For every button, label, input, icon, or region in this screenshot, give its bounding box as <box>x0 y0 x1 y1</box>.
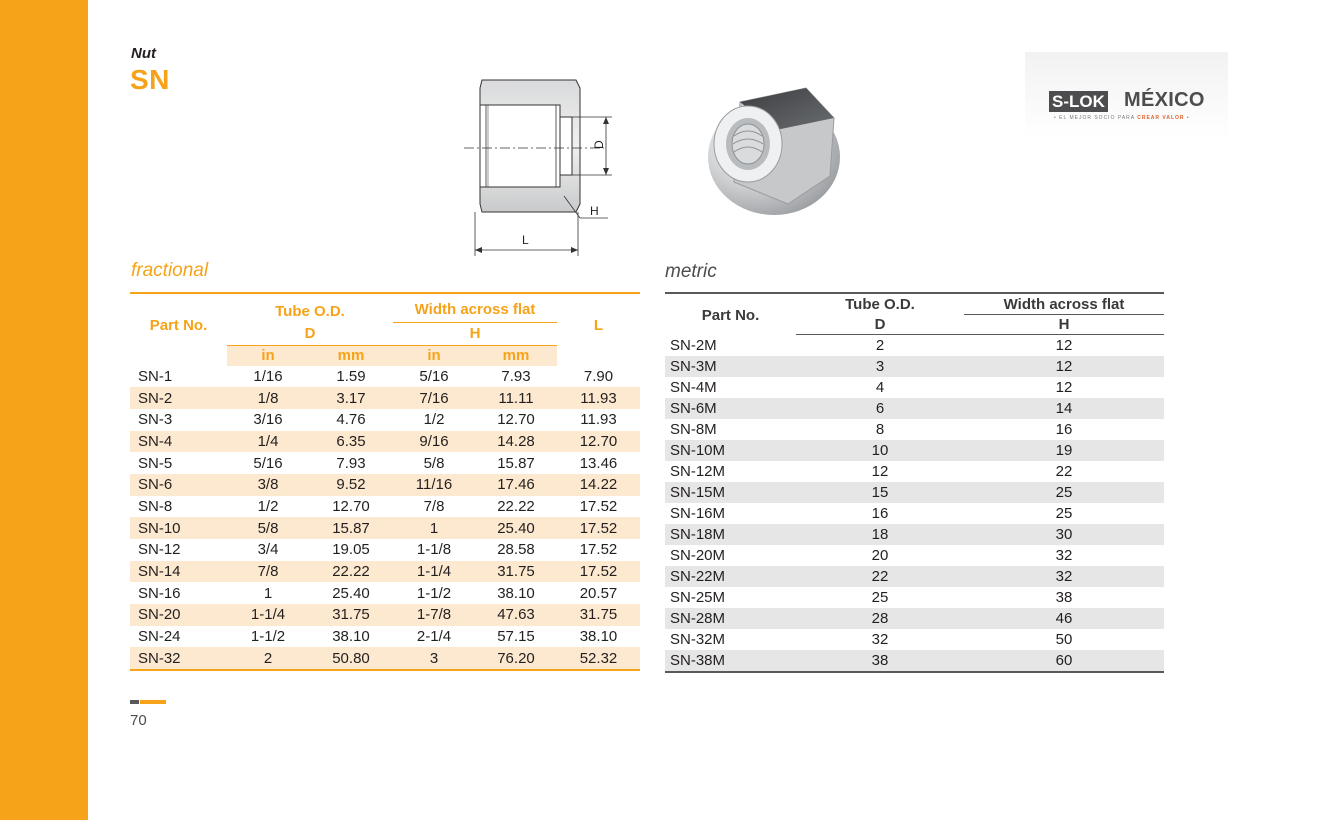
metric-section-label: metric <box>665 261 717 282</box>
table-cell: 1/2 <box>257 497 279 515</box>
table-cell: SN-12 <box>138 541 181 559</box>
table-cell: 14.22 <box>557 474 640 496</box>
table-row <box>665 440 1164 461</box>
unit-spacer <box>557 345 640 366</box>
table-row <box>665 608 1164 629</box>
table-cell: 1-1/4 <box>393 561 475 583</box>
table-cell: 31.75 <box>557 604 640 626</box>
table-cell: SN-3 <box>138 411 173 429</box>
metric-table <box>665 292 1164 673</box>
table-cell: 1-1/4 <box>227 604 309 626</box>
table-cell: 11.11 <box>475 387 557 409</box>
table-cell: SN-2M <box>670 336 717 354</box>
fractional-table <box>130 292 640 671</box>
table-cell: 15 <box>796 482 964 503</box>
table-cell: SN-6 <box>130 474 227 496</box>
table-cell: 1 <box>263 584 273 602</box>
table-cell: 4 <box>875 379 885 396</box>
table-cell: 60 <box>964 650 1164 672</box>
table-cell: 7/16 <box>393 387 475 409</box>
col-tube-od: Tube O.D. <box>227 293 393 322</box>
table-cell: SN-1 <box>138 367 173 385</box>
table-cell: 3 <box>393 647 475 670</box>
table-cell: 19.05 <box>332 541 370 559</box>
table-row <box>130 387 640 409</box>
table-row <box>665 587 1164 608</box>
nut-cross-section-diagram <box>458 72 618 262</box>
fractional-section-label: fractional <box>131 260 209 281</box>
table-cell: 1-7/8 <box>393 604 475 626</box>
table-cell: 46 <box>964 608 1164 629</box>
unit-mm: mm <box>475 345 557 366</box>
table-cell: 1-1/2 <box>416 584 452 602</box>
table-cell: 14.28 <box>475 431 557 453</box>
table-row <box>665 629 1164 650</box>
table-row <box>665 419 1164 440</box>
table-cell: 15.87 <box>497 454 535 472</box>
table-cell: SN-8M <box>670 421 717 438</box>
table-row <box>130 366 640 388</box>
table-cell: SN-4M <box>670 379 717 396</box>
table-cell: 31.75 <box>309 604 393 626</box>
table-cell: 12.70 <box>557 431 640 453</box>
table-row <box>130 496 640 518</box>
table-cell: 7.90 <box>583 367 614 385</box>
dimension-label-l: L <box>522 233 529 247</box>
table-cell: SN-28M <box>665 608 796 629</box>
table-row <box>665 335 1164 357</box>
col-tube-od-symbol: D <box>227 322 393 345</box>
product-title: SN <box>130 64 170 95</box>
table-cell: 1/16 <box>253 367 283 385</box>
table-cell: 11.93 <box>557 387 640 409</box>
table-cell: 38 <box>796 650 964 672</box>
table-cell: 11.93 <box>580 411 617 429</box>
table-cell: 16 <box>871 505 889 522</box>
table-row <box>665 503 1164 524</box>
table-cell: 12 <box>964 356 1164 377</box>
table-cell: 17.52 <box>579 541 618 559</box>
table-cell: 38.10 <box>497 584 535 602</box>
table-row <box>665 482 1164 503</box>
dimension-label-h: H <box>590 204 599 218</box>
table-row <box>130 452 640 474</box>
table-cell: 17.52 <box>579 497 618 515</box>
table-cell: 4.76 <box>336 411 366 429</box>
table-cell: 1/4 <box>227 431 309 453</box>
table-row <box>130 539 640 561</box>
table-cell: 17.52 <box>557 561 640 583</box>
table-cell: 6 <box>796 398 964 419</box>
table-cell: 1/8 <box>227 387 309 409</box>
table-cell: 50.80 <box>309 647 393 670</box>
table-cell: 5/16 <box>253 454 283 472</box>
table-cell: SN-32M <box>670 631 726 648</box>
table-row <box>130 626 640 648</box>
table-cell: 6.35 <box>309 431 393 453</box>
table-cell: 38.10 <box>579 628 618 646</box>
logo-wordmark: MÉXICO <box>1124 89 1205 111</box>
table-row <box>665 356 1164 377</box>
table-row <box>130 561 640 583</box>
table-cell: 3.17 <box>309 387 393 409</box>
table-cell: 17.46 <box>475 474 557 496</box>
table-cell: SN-16M <box>670 505 726 522</box>
unit-in: in <box>393 345 475 366</box>
table-cell: 1 <box>393 517 475 539</box>
table-cell: SN-20 <box>130 604 227 626</box>
table-cell: 7/8 <box>423 497 445 515</box>
table-row <box>665 650 1164 672</box>
table-row <box>665 461 1164 482</box>
table-cell: 28.58 <box>497 541 535 559</box>
table-row <box>130 431 640 453</box>
table-cell: 12.70 <box>332 497 370 515</box>
table-cell: 25.40 <box>332 584 370 602</box>
table-cell: 20 <box>871 547 889 564</box>
table-cell: 12.70 <box>497 411 535 429</box>
table-cell: 18 <box>796 524 964 545</box>
fractional-table-body <box>130 366 640 671</box>
table-cell: 1.59 <box>336 367 366 385</box>
table-row <box>130 474 640 496</box>
table-cell: 9/16 <box>393 431 475 453</box>
col-tube-od-symbol: D <box>796 315 964 335</box>
table-cell: 25 <box>964 482 1164 503</box>
table-cell: SN-5 <box>138 454 173 472</box>
product-subtitle: Nut <box>131 45 156 62</box>
table-cell: 38.10 <box>332 628 370 646</box>
unit-spacer <box>130 345 227 366</box>
table-cell: 11/16 <box>393 474 475 496</box>
table-cell: SN-3M <box>665 356 796 377</box>
col-width-flat: Width across flat <box>393 293 557 322</box>
table-cell: SN-2 <box>130 387 227 409</box>
table-cell: 15.87 <box>309 517 393 539</box>
dimension-label-d: D <box>592 140 606 149</box>
table-cell: 19 <box>964 440 1164 461</box>
table-cell: 3/16 <box>253 411 283 429</box>
table-cell: 22.22 <box>309 561 393 583</box>
col-part-no: Part No. <box>665 293 796 335</box>
table-row <box>130 604 640 626</box>
table-cell: 76.20 <box>475 647 557 670</box>
table-cell: 22.22 <box>497 497 535 515</box>
unit-in: in <box>227 345 309 366</box>
table-cell: 5/8 <box>423 454 445 472</box>
page-marker <box>130 700 166 704</box>
table-cell: SN-32 <box>130 647 227 670</box>
table-cell: 25.40 <box>475 517 557 539</box>
table-cell: SN-12M <box>670 463 726 480</box>
table-cell: SN-16 <box>138 584 181 602</box>
table-cell: SN-38M <box>665 650 796 672</box>
table-cell: SN-18M <box>665 524 796 545</box>
table-cell: 3/4 <box>257 541 279 559</box>
table-cell: 12 <box>1055 337 1073 354</box>
table-cell: 10 <box>796 440 964 461</box>
table-cell: 32 <box>964 566 1164 587</box>
table-cell: 28 <box>796 608 964 629</box>
table-cell: 13.46 <box>579 454 618 472</box>
table-cell: SN-20M <box>670 547 726 564</box>
col-tube-od: Tube O.D. <box>796 293 964 315</box>
table-cell: SN-25M <box>670 589 726 606</box>
table-row <box>665 545 1164 566</box>
table-row <box>665 377 1164 398</box>
table-cell: 8 <box>875 421 885 438</box>
table-cell: 5/16 <box>419 367 449 385</box>
col-width-flat: Width across flat <box>964 293 1164 315</box>
logo-badge: S-LOK <box>1049 91 1108 112</box>
table-cell: 17.52 <box>557 517 640 539</box>
table-cell: 2-1/4 <box>416 628 452 646</box>
table-cell: 14 <box>964 398 1164 419</box>
table-cell: 2 <box>227 647 309 670</box>
table-cell: 12 <box>871 463 889 480</box>
col-width-flat-symbol: H <box>964 315 1164 335</box>
table-cell: 32 <box>1055 547 1073 564</box>
table-cell: 22 <box>1055 463 1073 480</box>
table-cell: 22 <box>796 566 964 587</box>
table-cell: SN-24 <box>138 628 181 646</box>
table-cell: SN-4 <box>130 431 227 453</box>
table-row <box>130 517 640 539</box>
metric-table-body <box>665 335 1164 673</box>
side-accent-bar <box>0 0 88 820</box>
nut-product-photo <box>696 72 846 222</box>
table-cell: 7.93 <box>501 367 531 385</box>
page-number: 70 <box>130 712 147 729</box>
table-cell: SN-10 <box>130 517 227 539</box>
table-cell: 30 <box>964 524 1164 545</box>
table-cell: 52.32 <box>557 647 640 670</box>
table-cell: 16 <box>1055 421 1073 438</box>
table-cell: SN-22M <box>665 566 796 587</box>
table-cell: SN-10M <box>665 440 796 461</box>
table-cell: 7.93 <box>336 454 366 472</box>
col-part-no: Part No. <box>130 293 227 345</box>
table-cell: 3/8 <box>227 474 309 496</box>
table-cell: 9.52 <box>309 474 393 496</box>
table-cell: 25 <box>871 589 889 606</box>
col-length: L <box>557 293 640 345</box>
table-cell: 31.75 <box>475 561 557 583</box>
table-cell: 38 <box>1055 589 1073 606</box>
table-cell: SN-15M <box>665 482 796 503</box>
table-cell: 1-1/8 <box>416 541 452 559</box>
table-cell: 2 <box>875 337 885 354</box>
unit-mm: mm <box>309 345 393 366</box>
table-cell: 25 <box>1055 505 1073 522</box>
table-cell: SN-6M <box>665 398 796 419</box>
table-cell: SN-8 <box>138 497 173 515</box>
table-cell: 32 <box>871 631 889 648</box>
table-cell: 50 <box>1055 631 1073 648</box>
table-cell: 57.15 <box>497 628 535 646</box>
table-row <box>130 582 640 604</box>
table-cell: 5/8 <box>227 517 309 539</box>
table-row <box>130 647 640 670</box>
table-cell: 12 <box>1055 379 1073 396</box>
table-row <box>665 566 1164 587</box>
table-cell: SN-14 <box>130 561 227 583</box>
table-cell: 1/2 <box>423 411 445 429</box>
col-width-flat-symbol: H <box>393 322 557 345</box>
table-cell: 1-1/2 <box>250 628 286 646</box>
logo-tagline: • EL MEJOR SOCIO PARA CREAR VALOR • <box>1054 115 1190 121</box>
table-cell: 47.63 <box>475 604 557 626</box>
table-row <box>665 398 1164 419</box>
table-cell: 7/8 <box>227 561 309 583</box>
table-cell: 20.57 <box>579 584 618 602</box>
table-row <box>665 524 1164 545</box>
table-row <box>130 409 640 431</box>
table-cell: 3 <box>796 356 964 377</box>
